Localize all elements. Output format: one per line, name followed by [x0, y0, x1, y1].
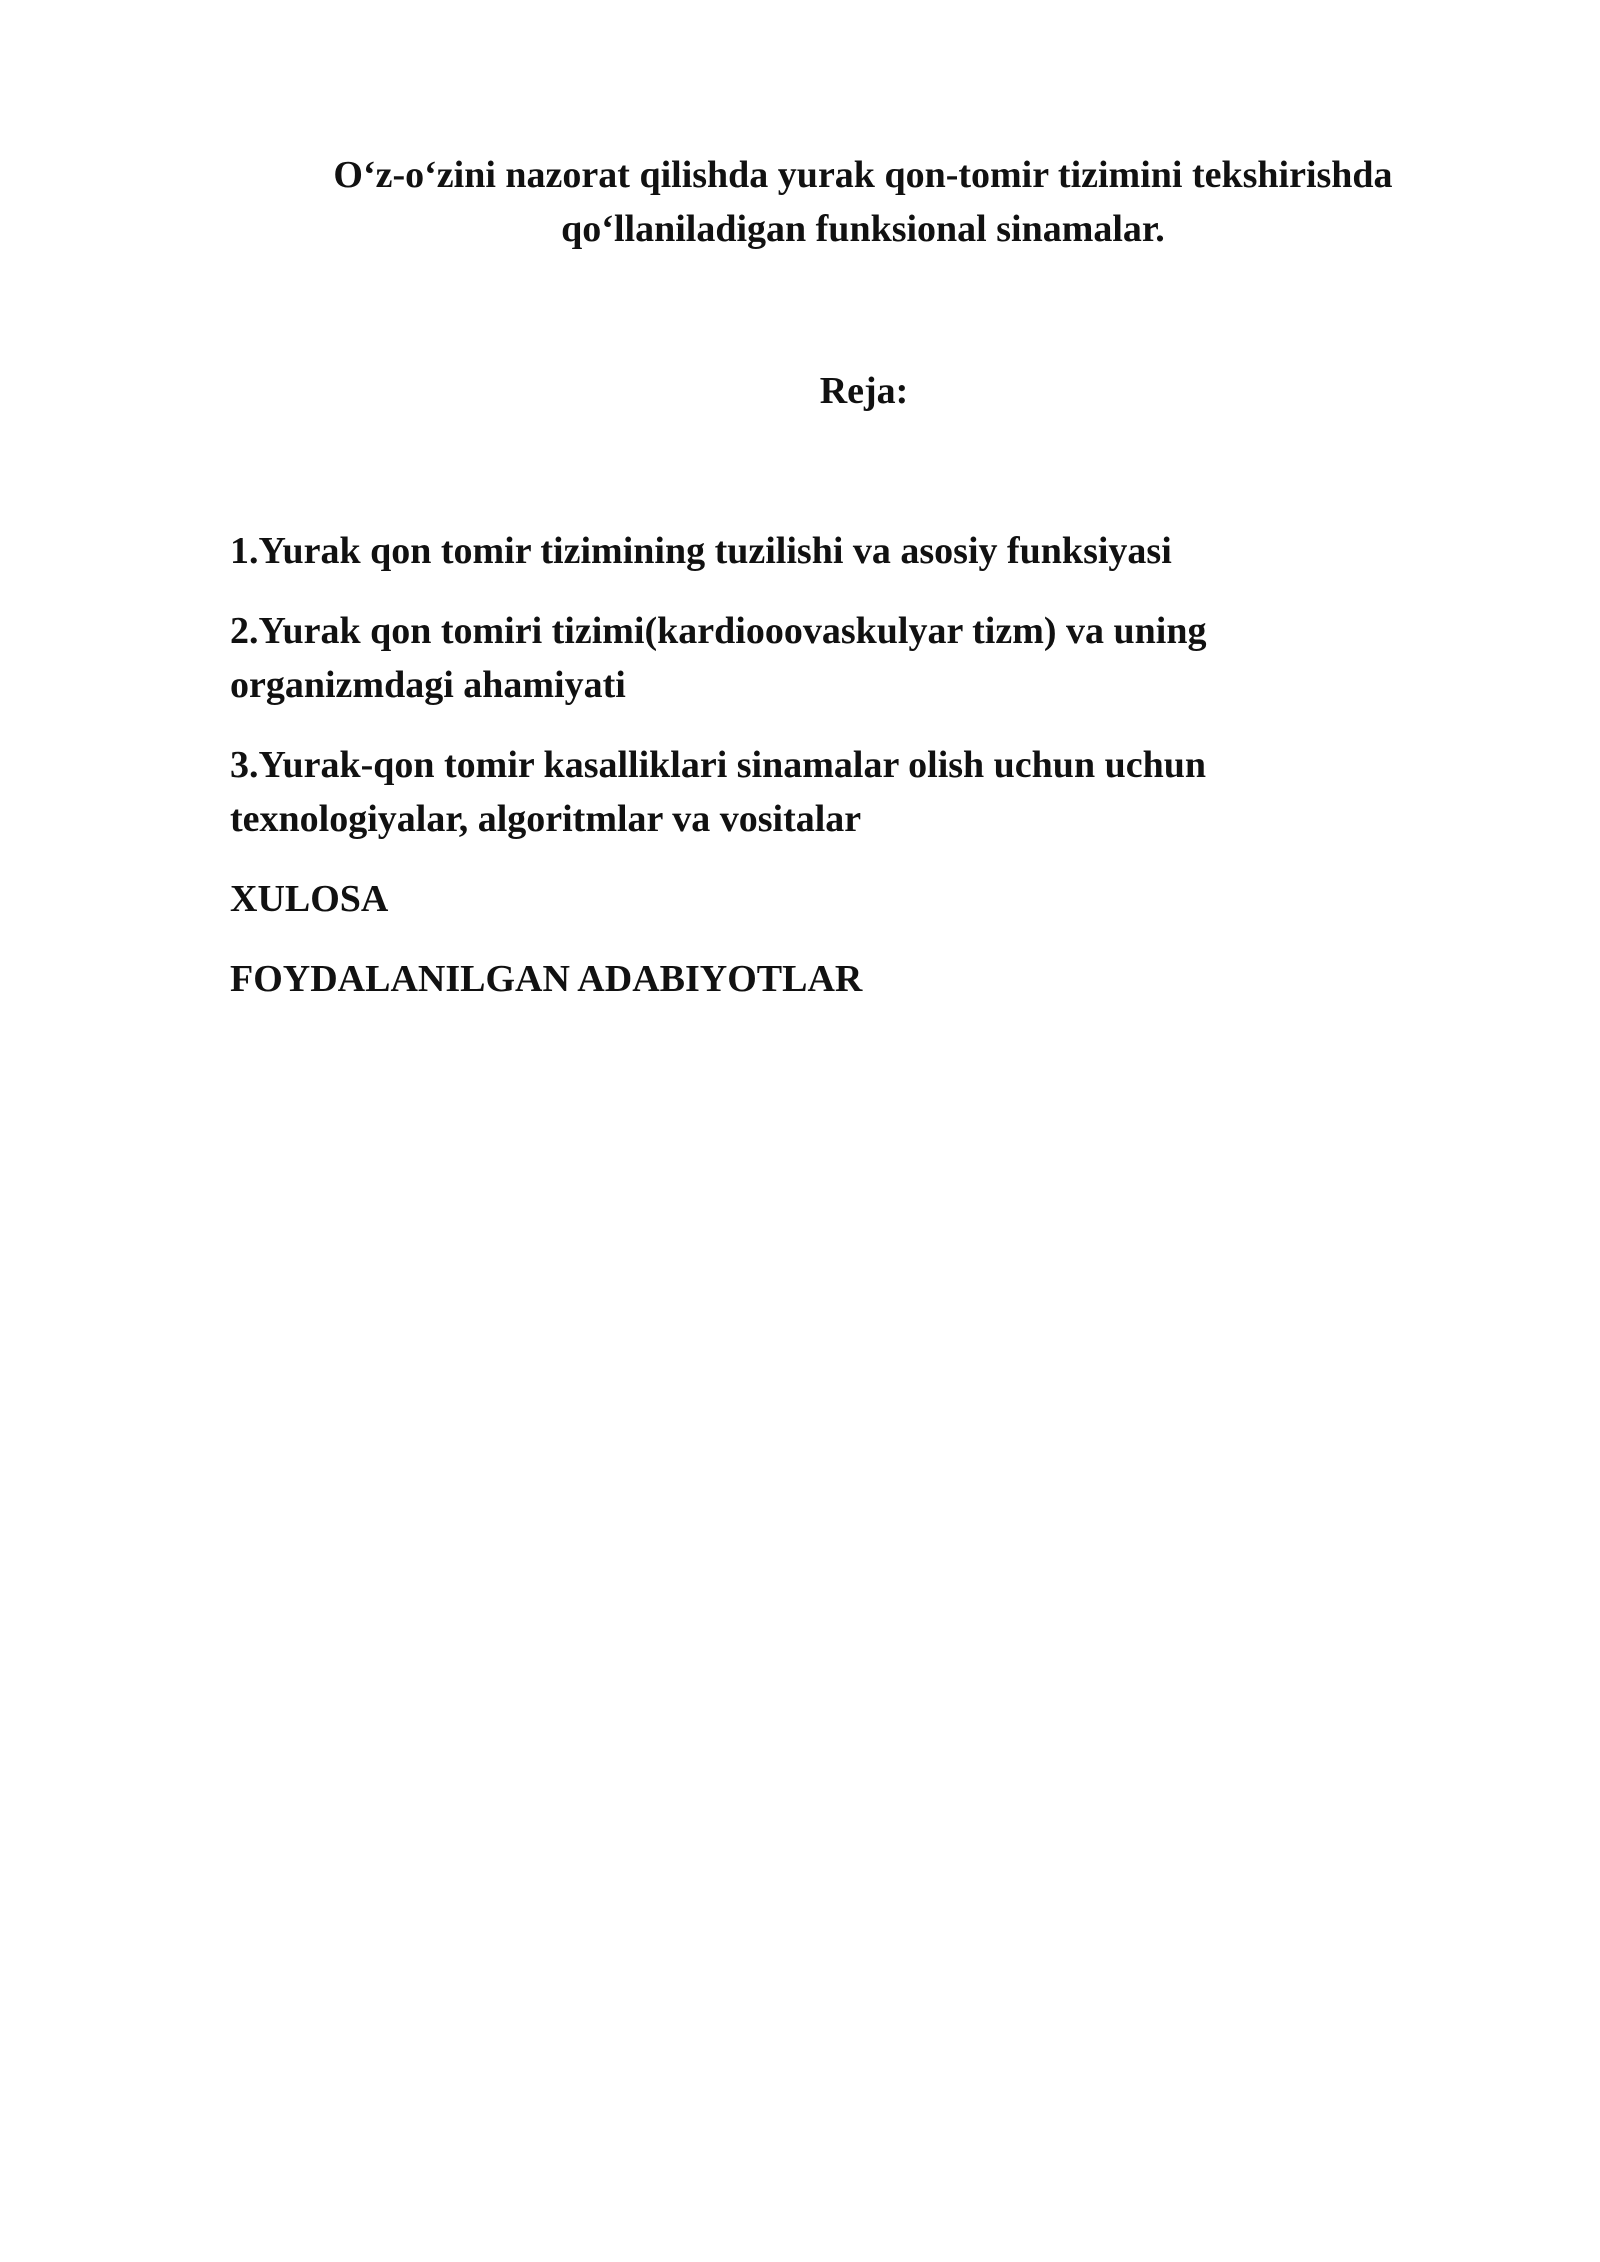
plan-item-line: FOYDALANILGAN ADABIYOTLAR: [230, 958, 863, 1000]
title-line: qo‘llaniladigan funksional sinamalar.: [561, 208, 1165, 250]
plan-item-line: XULOSA: [230, 878, 389, 920]
plan-item-conclusion: [230, 872, 1380, 926]
plan-item-references: [230, 952, 1380, 1006]
plan-list: [230, 524, 1380, 1032]
title-line: O‘z-o‘zini nazorat qilishda yurak qon-tomir tizimini tekshirishda: [333, 154, 1393, 196]
plan-item-line: 3.Yurak-qon tomir kasalliklari sinamalar olish uchun uchun: [230, 744, 1206, 786]
plan-item-line: 1.Yurak qon tomir tizimining tuzilishi va asosiy funksiyasi: [230, 530, 1172, 572]
plan-heading: Reja:: [819, 370, 909, 412]
plan-item-significance: [230, 604, 1380, 712]
plan-item-structure: [230, 524, 1380, 578]
document-title: [230, 148, 1496, 256]
plan-item-line: texnologiyalar, algoritmlar va vositalar: [230, 798, 862, 840]
plan-item-line: organizmdagi ahamiyati: [230, 664, 626, 706]
plan-item-technologies: [230, 738, 1380, 846]
plan-item-line: 2.Yurak qon tomiri tizimi(kardiooovaskulyar tizm) va uning: [230, 610, 1207, 652]
